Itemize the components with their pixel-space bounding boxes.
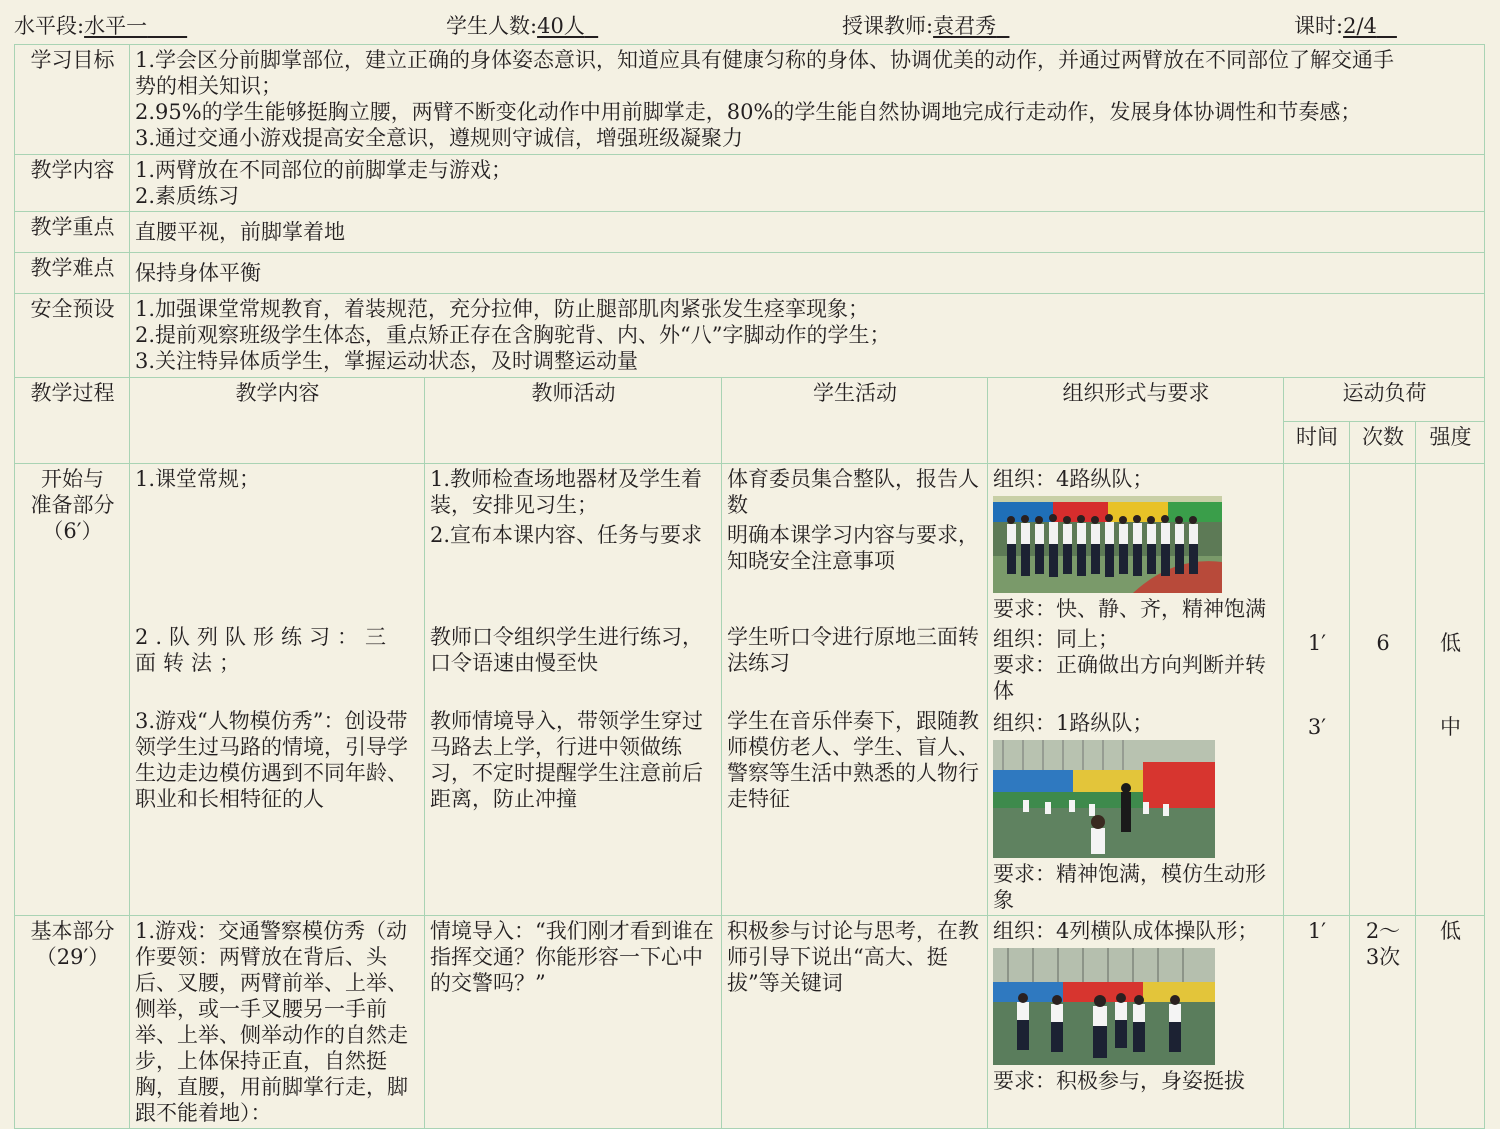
warmup-req-c: 要求：精神饱满，模仿生动形象: [993, 862, 1266, 912]
period-value: 2/4: [1343, 14, 1377, 38]
warmup-student-a2: 明确本课学习内容与要求，知晓安全注意事项: [727, 523, 979, 573]
objective-line: 2.95%的学生能够挺胸立腰，两臂不断变化动作中用前脚掌走，80%的学生能自然协调地完成行走动作，发展身体协调性和节奏感；: [135, 100, 1362, 124]
gym-formation-photo: [993, 948, 1215, 1065]
warmup-teacher-a1: 1.教师检查场地器材及学生着装，安排见习生；: [430, 467, 703, 517]
objective-line: 1.学会区分前脚掌部位，建立正确的身体姿态意识，知道应具有健康匀称的身体、协调优美的动作，并通过两臂放在不同部位了解交通手: [135, 48, 1395, 72]
warmup-intensity-b: 低: [1440, 631, 1462, 655]
key-point-row: [15, 212, 1485, 253]
warmup-teacher-c: 教师情境导入，带领学生穿过马路去上学，行进中领做练习，不定时提醒学生注意前后距离，防止冲撞: [430, 709, 703, 811]
warmup-teacher-a2: 2.宣布本课内容、任务与要求: [430, 523, 703, 547]
content-label: 教学内容: [15, 155, 130, 212]
warmup-intensity-c: 中: [1440, 715, 1462, 739]
count-column-header: 次数: [1350, 422, 1416, 464]
warmup-student-a1: 体育委员集合整队，报告人数: [727, 467, 979, 517]
safety-cell: [130, 294, 1485, 378]
organization-column-header: 组织形式与要求: [988, 378, 1284, 464]
warmup-time-cell: [1284, 464, 1350, 916]
basic-req: 要求：积极参与，身姿挺拔: [993, 1069, 1245, 1093]
objectives-cell: [130, 45, 1485, 155]
basic-content-cell: 1.游戏：交通警察模仿秀（动作要领：两臂放在背后、头后、叉腰，两臂前举、上举、侧举，或一手叉腰另一手前举、上举、侧举动作的自然走步，上体保持正直，自然挺胸，直腰，用前脚掌行走，脚跟不能着地）：: [130, 916, 425, 1129]
time-column-header: 时间: [1284, 422, 1350, 464]
warmup-req-b: 要求：正确做出方向判断并转体: [993, 653, 1266, 703]
basic-time-cell: 1′: [1284, 916, 1350, 1129]
basic-label: 基本部分 （29′）: [15, 916, 130, 1129]
teacher-field: [842, 10, 1009, 40]
basic-row: [15, 916, 1485, 1129]
teacher-column-header: 教师活动: [425, 378, 722, 464]
students-field: [446, 10, 598, 40]
difficulty-row: [15, 253, 1485, 294]
safety-label: 安全预设: [15, 294, 130, 378]
warmup-student-cell: [722, 464, 988, 916]
objectives-label: 学习目标: [15, 45, 130, 155]
teacher-value: 袁君秀: [933, 14, 997, 38]
warmup-teacher-b: 教师口令组织学生进行练习，口令语速由慢至快: [430, 625, 703, 675]
warmup-student-b: 学生听口令进行原地三面转法练习: [727, 625, 979, 675]
period-label: 课时:: [1294, 14, 1344, 38]
safety-row: [15, 294, 1485, 378]
lesson-header: [14, 6, 1484, 38]
intensity-column-header: 强度: [1416, 422, 1485, 464]
basic-teacher-cell: 情境导入：“我们刚才看到谁在指挥交通？你能形容一下心中的交警吗？”: [425, 916, 722, 1129]
warmup-time-c: 3′: [1307, 715, 1327, 739]
column-header-row: [15, 378, 1485, 422]
difficulty-label: 教学难点: [15, 253, 130, 294]
process-column-header: 教学过程: [15, 378, 130, 464]
basic-count-cell: 2～ 3次: [1350, 916, 1416, 1129]
warmup-count-cell: [1350, 464, 1416, 916]
difficulty-text: 保持身体平衡: [130, 253, 1485, 294]
warmup-label: 开始与 准备部分 （6′）: [15, 464, 130, 916]
warmup-content-c: 3.游戏“人物模仿秀”：创设带领学生过马路的情境，引导学生边走边模仿遇到不同年龄、职业和长相特征的人: [135, 709, 408, 811]
basic-org: 组织：4列横队成体操队形；: [993, 919, 1259, 943]
objectives-row: [15, 45, 1485, 155]
level-field: [14, 10, 187, 40]
level-value: 水平一: [84, 14, 148, 38]
teacher-label: 授课教师:: [842, 14, 934, 38]
warmup-org-c: 组织：1路纵队；: [993, 711, 1154, 735]
warmup-org-b: 组织：同上；: [993, 627, 1119, 651]
safety-line: 1.加强课堂常规教育，着装规范，充分拉伸，防止腿部肌肉紧张发生痉挛现象；: [135, 297, 870, 321]
objective-line: 3.通过交通小游戏提高安全意识，遵规则守诚信，增强班级凝聚力: [135, 126, 744, 150]
warmup-org-a: 组织：4路纵队；: [993, 467, 1154, 491]
student-column-header: 学生活动: [722, 378, 988, 464]
warmup-row: [15, 464, 1485, 916]
safety-line: 3.关注特异体质学生，掌握运动状态，及时调整运动量: [135, 349, 639, 373]
warmup-organization-cell: [988, 464, 1284, 916]
key-point-text: 直腰平视，前脚掌着地: [130, 212, 1485, 253]
basic-intensity-cell: 低: [1416, 916, 1485, 1129]
warmup-intensity-cell: [1416, 464, 1485, 916]
key-point-label: 教学重点: [15, 212, 130, 253]
single-file-photo: [993, 740, 1215, 858]
lesson-plan-table: [14, 44, 1485, 1129]
basic-organization-cell: [988, 916, 1284, 1129]
students-value: 40人: [537, 14, 585, 38]
level-label: 水平段:: [14, 14, 85, 38]
load-column-header: 运动负荷: [1284, 378, 1485, 422]
warmup-content-cell: [130, 464, 425, 916]
period-field: [1294, 10, 1397, 40]
warmup-count-b: 6: [1376, 631, 1390, 655]
warmup-time-b: 1′: [1307, 631, 1327, 655]
warmup-content-b: 2.队列队形练习：三面转法；: [135, 625, 394, 675]
formation-photo-column: [993, 496, 1222, 593]
warmup-content-a: 1.课堂常规；: [135, 467, 261, 491]
students-label: 学生人数:: [446, 14, 538, 38]
warmup-req-a: 要求：快、静、齐，精神饱满: [993, 597, 1266, 621]
warmup-student-c: 学生在音乐伴奏下，跟随教师模仿老人、学生、盲人、警察等生活中熟悉的人物行走特征: [727, 709, 979, 811]
content-line: 1.两臂放在不同部位的前脚掌走与游戏；: [135, 158, 513, 182]
content-cell: [130, 155, 1485, 212]
safety-line: 2.提前观察班级学生体态，重点矫正存在含胸驼背、内、外“八”字脚动作的学生；: [135, 323, 891, 347]
objective-line: 势的相关知识；: [135, 74, 282, 98]
warmup-teacher-cell: [425, 464, 722, 916]
content-line: 2.素质练习: [135, 184, 240, 208]
basic-student-cell: 积极参与讨论与思考，在教师引导下说出“高大、挺拔”等关键词: [722, 916, 988, 1129]
content-column-header: 教学内容: [130, 378, 425, 464]
content-row: [15, 155, 1485, 212]
